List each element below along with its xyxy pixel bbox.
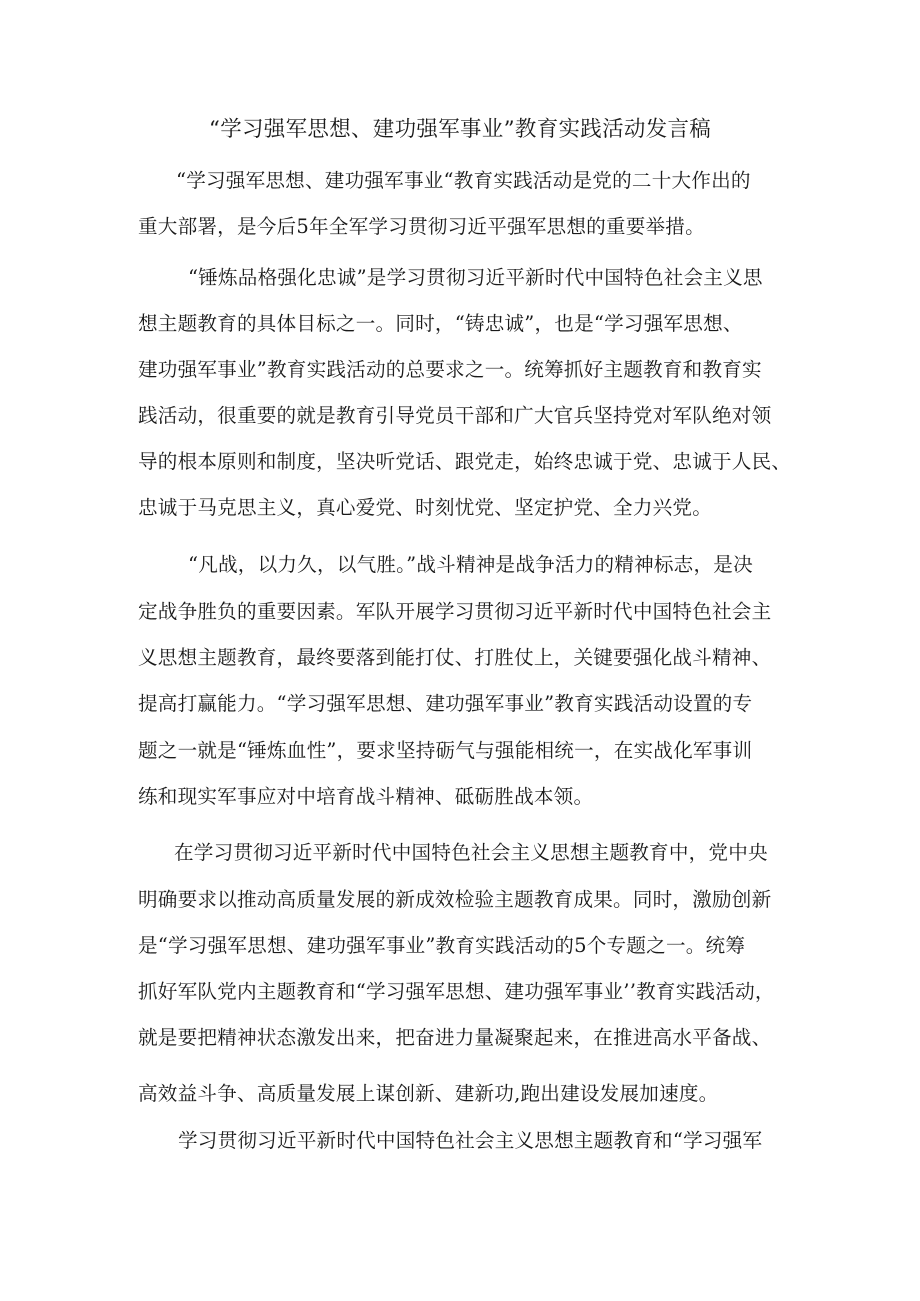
paragraph-line: 练和现实军事应对中培育战斗精神、砥砺胜战本领。	[138, 785, 594, 808]
paragraph-line: 明确要求以推动高质量发展的新成效检验主题教育成果。同时，激励创新	[138, 888, 772, 911]
paragraph-line: 义思想主题教育，最终要落到能打仗、打胜仗上，关键要强化战斗精神、	[138, 646, 772, 669]
paragraph-line: “学习强军思想、建功强军事业“教育实践活动是党的二十大作出的	[176, 169, 751, 192]
paragraph-line: 导的根本原则和制度，坚决听党话、跟党走，始终忠诚于党、忠诚于人民、	[138, 450, 792, 473]
paragraph-line: 是“学习强军思想、建功强军事业”教育实践活动的5个专题之一。统筹	[138, 934, 746, 957]
paragraph-line: 忠诚于马克思主义，真心爱党、时刻忧党、坚定护党、全力兴党。	[138, 496, 713, 519]
paragraph-line: 重大部署，是今后5年全军学习贯彻习近平强军思想的重要举措。	[138, 215, 705, 238]
paragraph-line: “凡战，以力久，以气胜。”战斗精神是战争活力的精神标志，是决	[188, 553, 753, 576]
paragraph-line: 提高打赢能力。“学习强军思想、建功强军事业”教育实践活动设置的专	[138, 692, 753, 715]
paragraph-line: 建功强军事业”教育实践活动的总要求之一。统筹抓好主题教育和教育实	[138, 358, 762, 381]
paragraph-line: 想主题教育的具体目标之一。同时，“铸忠诚”，也是“学习强军思想、	[138, 312, 743, 335]
paragraph-line: 定战争胜负的重要因素。军队开展学习贯彻习近平新时代中国特色社会主	[138, 600, 772, 623]
paragraph-line: “锤炼品格强化忠诚”是学习贯彻习近平新时代中国特色社会主义思	[188, 266, 763, 289]
paragraph-line: 就是要把精神状态激发出来，把奋进力量凝聚起来，在推进高水平备战、	[138, 1026, 772, 1049]
paragraph-line: 学习贯彻习近平新时代中国特色社会主义思想主题教育和“学习强军	[178, 1129, 763, 1152]
paragraph-line: 践活动，很重要的就是教育引导党员干部和广大官兵坚持党对军队绝对领	[138, 404, 772, 427]
paragraph-line: 高效益斗争、高质量发展上谋创新、建新功,跑出建设发展加速度。	[138, 1082, 719, 1105]
paragraph-line: 抓好军队党内主题教育和“学习强军思想、建功强军事业’’教育实践活动，	[138, 980, 775, 1003]
document-title: “学习强军思想、建功强军事业”教育实践活动发言稿	[208, 117, 712, 142]
paragraph-line: 题之一就是“锤炼血性”，要求坚持砺气与强能相统一，在实战化军事训	[138, 739, 753, 762]
paragraph-line: 在学习贯彻习近平新时代中国特色社会主义思想主题教育中，党中央	[174, 841, 768, 864]
